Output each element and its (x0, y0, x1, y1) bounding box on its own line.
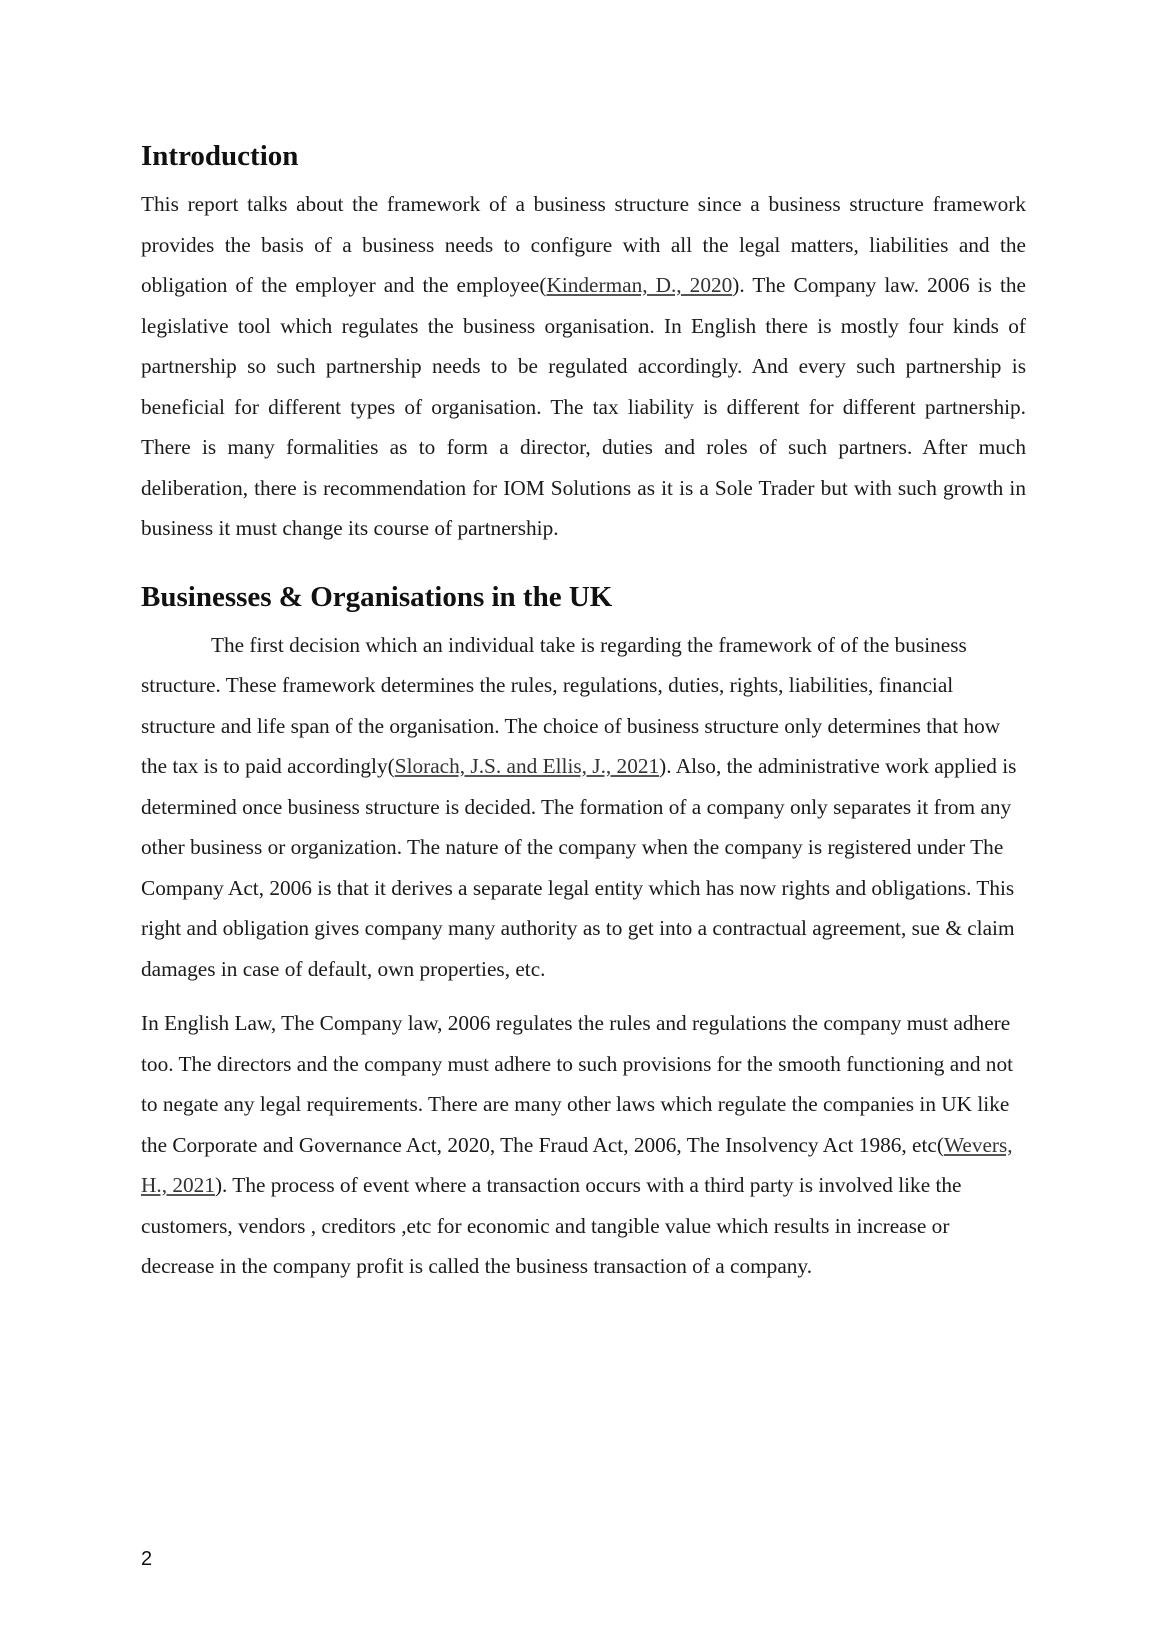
citation-link-slorach-ellis[interactable]: Slorach, J.S. and Ellis, J., 2021 (394, 754, 660, 778)
text-run: ). Also, the administrative work applied is determined once business structure is decided. The formation of a company only separates it from any other business or organization. The nature of the company when the company is registered under The Company Act, 2006 is that it derives a separate legal entity which has now rights and obligations. This right and obligation gives company many authority as to get into a contractual agreement, sue & claim damages in case of default, own properties, etc. (141, 754, 1017, 981)
text-run: ). The Company law. 2006 is the legislative tool which regulates the business organisation. In English there is mostly four kinds of partnership so such partnership needs to be regulated accordingly. And every such partnership is beneficial for different types of organisation. The tax liability is different for different partnership. There is many formalities as to form a director, duties and roles of such partners. After much deliberation, there is recommendation for IOM Solutions as it is a Sole Trader but with such growth in business it must change its course of partnership. (141, 273, 1026, 540)
section-heading-introduction: Introduction (141, 140, 299, 172)
text-run: This report talks about the framework of a business structure since a business structure framework provides the basis of a business needs to configure with all the legal matters, liabilities and the obligation of the employer and the employee( (141, 192, 1026, 297)
page-content (141, 138, 1026, 1287)
citation-link-kinderman[interactable]: Kinderman, D., 2020 (546, 273, 733, 297)
text-run: ). The process of event where a transaction occurs with a third party is involved like the customers, vendors , creditors ,etc for economic and tangible value which results in increase or decrease in the company profit is called the business transaction of a company. (141, 1173, 962, 1278)
citation-link-wevers[interactable]: Wevers, H., 2021 (141, 1132, 1013, 1197)
introduction-paragraph (141, 184, 1026, 549)
businesses-paragraph-1 (141, 625, 1026, 990)
text-run: The first decision which an individual take is regarding the framework of of the business structure. These framework determines the rules, regulations, duties, rights, liabilities, financial structure and life span of the organisation. The choice of business structure only determines that how the tax is to paid accordingly( (141, 632, 1001, 778)
section-heading-businesses-uk: Businesses & Organisations in the UK (141, 580, 613, 613)
page-number: 2 (141, 1548, 153, 1570)
businesses-paragraph-2 (141, 1003, 1026, 1287)
text-run: In English Law, The Company law, 2006 regulates the rules and regulations the company must adhere too. The directors and the company must adhere to such provisions for the smooth functioning and not to negate any legal requirements. There are many other laws which regulate the companies in UK like the Corporate and Governance Act, 2020, The Fraud Act, 2006, The Insolvency Act 1986, etc( (141, 1011, 1014, 1157)
